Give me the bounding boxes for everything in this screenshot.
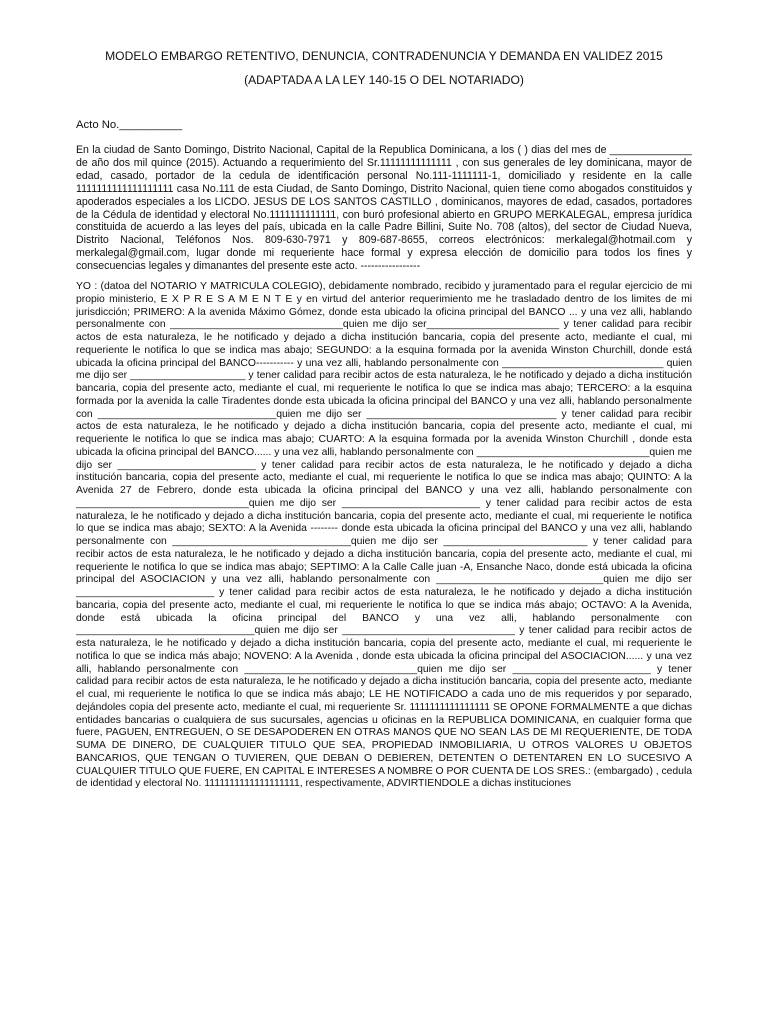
document-title: MODELO EMBARGO RETENTIVO, DENUNCIA, CONTRADENUNCIA Y DEMANDA EN VALIDEZ 2015 — [105, 49, 663, 63]
acto-number-label: Acto No.__________ — [76, 119, 183, 131]
paragraph-notificacion: YO : (datoa del NOTARIO Y MATRICULA COLEGIO), debidamente nombrado, recibido y juramentado para el regular ejercicio de mi propio ministerio, E X P R E S A M E N T E y en virtud del anterior requerimiento me he trasladado dentro de los limites de mi jurisdicción; PRIMERO: A la avenida Máximo Gómez, donde esta ubicado la oficina principal del BANCO ... y una vez alli, hablando personalmente con ______________________________quien me dijo ser_______________________ y tener calidad para recibir actos de esta naturaleza, le he notificado y dejado a dicha institución bancaria, copia del presente acto, mediante el cual, mi requeriente le notifica lo que se indica mas abajo; SEGUNDO: a la esquina formada por la avenida Winston Churchill, donde está ubicada la oficina principal del BANCO----------- y una vez alli, hablando personalmente con ____________________________ quien me dijo ser ____________________ y tener calidad para recibir actos de esta naturaleza, le he notificado y dejado a dicha institución bancaria, copia del presente acto, mediante el cual, mi requeriente le notifica lo que se indica mas abajo; TERCERO: a la esquina formada por la avenida la calle Tiradentes donde esta ubicada la oficina principal del BANCO y una vez alli, hablando personalmente con _______________________________quien me dijo ser _________________________________ y tener calidad para recibir actos de esta naturaleza, le he notificado y dejado a dicha institución bancaria, copia del presente acto, mediante el cual, mi requeriente le notifica lo que se indica mas abajo; CUARTO: A la esquina formada por la avenida Winston Churchill , donde esta ubicada la oficina principal del BANCO...... y una vez alli, hablando personalmente con ______________________________quien me dijo ser ________________________ y tener calidad para recibir actos de esta naturaleza, le he notificado y dejado a dicha institución bancaria, copia del presente acto, mediante el cual, mi requeriente le notifica lo que se indica mas abajo; QUINTO: A la Avenida 27 de Febrero, donde esta ubicada la oficina principal del BANCO y una vez alli, hablando personalmente con ______________________________quien me dijo ser ________________________ y tener calidad para recibir actos de esta naturaleza, le he notificado y dejado a dicha institución bancaria, copia del presente acto, mediante el cual, mi requeriente le notifica lo que se indica mas abajo; SEXTO: A la Avenida -------- donde esta ubicada la oficina principal del BANCO y una vez alli, hablando personalmente con _______________________________quien me dijo ser _________________________ y tener calidad para recibir actos de esta naturaleza, le he notificado y dejado a dicha institución bancaria, copia del presente acto, mediante el cual, mi requeriente le notifica lo que se indica mas abajo; SEPTIMO: A la Calle Calle juan -A, Ensanche Naco, donde está ubicada la oficina principal del ASOCIACION y una vez alli, hablando personalmente con _____________________________quien me dijo ser ________________________ y tener calidad para recibir actos de esta naturaleza, le he notificado y dejado a dicha institución bancaria, copia del presente acto, mediante el cual, mi requeriente le notifica lo que se indica más abajo; OCTAVO: A la Avenida, donde está ubicada la oficina principal del BANCO y una vez alli, hablando personalmente con _______________________________quien me dijo ser ______________________________ y tener calidad para recibir actos de esta naturaleza, le he notificado y dejado a dicha institución bancaria, copia del presente acto, mediante el cual, mi requeriente le notifica lo que se indica más abajo; NOVENO: A la Avenida , donde esta ubicada la oficina principal del ASOCIACION...... y una vez alli, hablando personalmente con ______________________________quien me dijo ser ________________________ y tener calidad para recibir actos de esta naturaleza, le he notificado y dejado a dicha institución bancaria, copia del presente acto, mediante el cual, mi requeriente le notifica lo que se indica más abajo; LE HE NOTIFICADO a cada uno de mis requeridos y por separado, dejándoles copia del presente acto, mediante el cual, mi requeriente Sr. 1111111111111111 SE OPONE FORMALMENTE a que dichas entidades bancarias o cualquiera de sus sucursales, agencias u oficinas en la REPUBLICA DOMINICANA, en cualquier forma que fuere, PAGUEN, ENTREGUEN, O SE DESAPODEREN EN OTRAS MANOS QUE NO SEAN LAS DE MI REQUERIENTE, DE TODA SUMA DE DINERO, DE CUALQUIER TITULO QUE SEA, PROPIEDAD INMOBILIARIA, U OTROS VALORES U OBJETOS BANCARIOS, QUE TENGAN O TUVIEREN, QUE DEBAN O DEBIEREN, DETENTEN O DETENTAREN EN LO SUCESIVO A CUALQUIER TITULO QUE FUERE, EN CAPITAL E INTERESES A NOMBRE O POR CUENTA DE LOS SRES.: (embargado) , cedula de identidad y electoral No. 1111111111111111111, respectivamente, ADVIRTIENDOLE a dichas instituciones — [76, 281, 692, 790]
document-page — [76, 48, 692, 1024]
document-subtitle: (ADAPTADA A LA LEY 140-15 O DEL NOTARIADO) — [244, 73, 524, 87]
paragraph-requerimiento: En la ciudad de Santo Domingo, Distrito Nacional, Capital de la Republica Dominicana, a los ( ) dias del mes de ______________ de año dos mil quince (2015). Actuando a requerimiento del Sr.11111111111111 , con sus generales de ley dominicana, mayor de edad, casado, portador de la cedula de identificación personal No.111-1111111-1, domiciliado y residente en la calle 1111111111111111111 casa No.111 de esta Ciudad, de Santo Domingo, Distrito Nacional, quien tiene como abogados constituidos y apoderados especiales a los LICDO. JESUS DE LOS SANTOS CASTILLO , dominicanos, mayores de edad, casados, portadores de la Cédula de identidad y electoral No.1111111111111, con buró profesional abierto en GRUPO MERKALEGAL, empresa jurídica constituida de acuerdo a las leyes del país, ubicada en la calle Padre Billini, Suite No. 708 (altos), del sector de Ciudad Nueva, Distrito Nacional, Teléfonos Nos. 809-630-7971 y 809-687-8655, correos electrónicos: merkalegal@hotmail.com y merkalegal@gmail.com, lugar donde mi requeriente hace formal y expresa elección de domicilio para todos los fines y consecuencias legales y dimanantes del presente este acto. ----------------- — [76, 144, 692, 273]
